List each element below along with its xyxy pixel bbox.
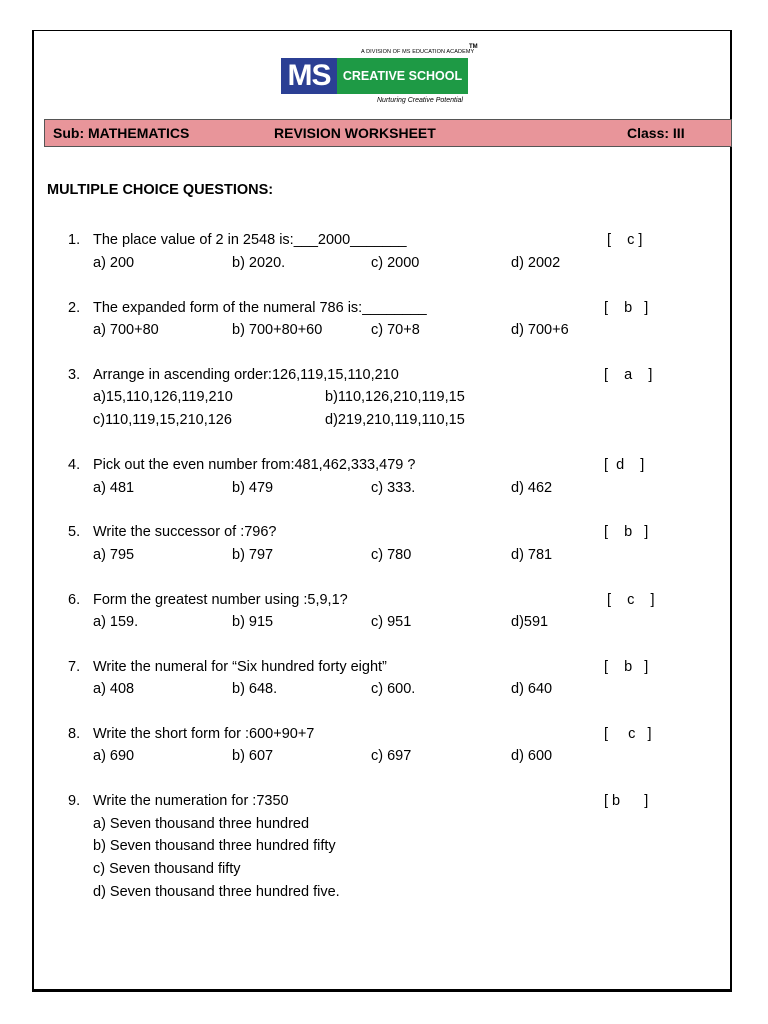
- option-b: b) 700+80+60: [232, 322, 323, 338]
- option-a: a) 795: [93, 547, 135, 563]
- class-label: Class: III: [627, 125, 685, 141]
- worksheet-title: REVISION WORKSHEET: [274, 125, 436, 141]
- option-c: c) 780: [371, 547, 412, 563]
- option-b: b) 648.: [232, 681, 278, 697]
- option-b: b) 479: [232, 480, 274, 496]
- option-a: a) 700+80: [93, 322, 159, 338]
- option-d: d) 2002: [511, 255, 561, 271]
- question-text: Write the successor of :796?: [93, 524, 277, 540]
- option-a: a) Seven thousand three hundred: [93, 816, 310, 832]
- question-text: The place value of 2 in 2548 is:___2000_______: [93, 232, 407, 248]
- option-a: a) 159.: [93, 614, 139, 630]
- question-number: 6.: [68, 592, 81, 608]
- question-number: 5.: [68, 524, 81, 540]
- option-d: d) 640: [511, 681, 553, 697]
- question-number: 8.: [68, 726, 81, 742]
- question-text: Form the greatest number using :5,9,1?: [93, 592, 348, 608]
- logo-division-text: A DIVISION OF MS EDUCATION ACADEMY: [361, 49, 475, 55]
- answer-bracket: [ a ]: [604, 367, 653, 383]
- option-c: c)110,119,15,210,126: [93, 412, 232, 428]
- option-c: c) 70+8: [371, 322, 420, 338]
- option-c: c) 697: [371, 748, 412, 764]
- option-b: b) 607: [232, 748, 274, 764]
- answer-bracket: [ b ]: [604, 524, 649, 540]
- option-b: b)110,126,210,119,15: [325, 389, 465, 405]
- answer-bracket: [ b ]: [604, 300, 649, 316]
- question-text: Arrange in ascending order:126,119,15,110,210: [93, 367, 399, 383]
- option-b: b) 797: [232, 547, 274, 563]
- question-number: 3.: [68, 367, 81, 383]
- option-d: d) 462: [511, 480, 553, 496]
- question-number: 1.: [68, 232, 81, 248]
- option-c: c) 333.: [371, 480, 416, 496]
- option-c: c) 2000: [371, 255, 420, 271]
- answer-bracket: [ c ]: [607, 232, 643, 248]
- section-title: MULTIPLE CHOICE QUESTIONS:: [47, 182, 274, 198]
- option-d: d)219,210,119,110,15: [325, 412, 465, 428]
- answer-bracket: [ c ]: [604, 726, 652, 742]
- header-bar: [44, 119, 732, 147]
- option-a: a) 408: [93, 681, 135, 697]
- answer-bracket: [ b ]: [604, 793, 649, 809]
- logo-tagline: Nurturing Creative Potential: [377, 97, 463, 104]
- option-b: b) 915: [232, 614, 274, 630]
- question-text: Write the numeration for :7350: [93, 793, 289, 809]
- question-text: Pick out the even number from:481,462,333,479 ?: [93, 457, 416, 473]
- school-logo: [281, 46, 481, 110]
- option-c: c) Seven thousand fifty: [93, 861, 241, 877]
- option-d: d) 700+6: [511, 322, 569, 338]
- option-a: a)15,110,126,119,210: [93, 389, 233, 405]
- question-number: 2.: [68, 300, 81, 316]
- option-d: d) 600: [511, 748, 553, 764]
- logo-ms-block: MS: [281, 58, 337, 94]
- option-c: c) 951: [371, 614, 412, 630]
- option-b: b) Seven thousand three hundred fifty: [93, 838, 336, 854]
- option-d: d)591: [511, 614, 549, 630]
- option-a: a) 690: [93, 748, 135, 764]
- option-d: d) Seven thousand three hundred five.: [93, 884, 340, 900]
- logo-trademark: TM: [469, 44, 478, 50]
- question-text: The expanded form of the numeral 786 is:________: [93, 300, 427, 316]
- logo-creative-school-block: CREATIVE SCHOOL: [337, 58, 468, 94]
- option-a: a) 481: [93, 480, 135, 496]
- question-text: Write the short form for :600+90+7: [93, 726, 315, 742]
- option-b: b) 2020.: [232, 255, 286, 271]
- option-d: d) 781: [511, 547, 553, 563]
- question-number: 7.: [68, 659, 81, 675]
- question-number: 4.: [68, 457, 81, 473]
- question-text: Write the numeral for “Six hundred forty eight”: [93, 659, 387, 675]
- answer-bracket: [ b ]: [604, 659, 649, 675]
- option-c: c) 600.: [371, 681, 416, 697]
- answer-bracket: [ d ]: [604, 457, 645, 473]
- question-number: 9.: [68, 793, 81, 809]
- answer-bracket: [ c ]: [607, 592, 655, 608]
- subject-label: Sub: MATHEMATICS: [53, 125, 190, 141]
- option-a: a) 200: [93, 255, 135, 271]
